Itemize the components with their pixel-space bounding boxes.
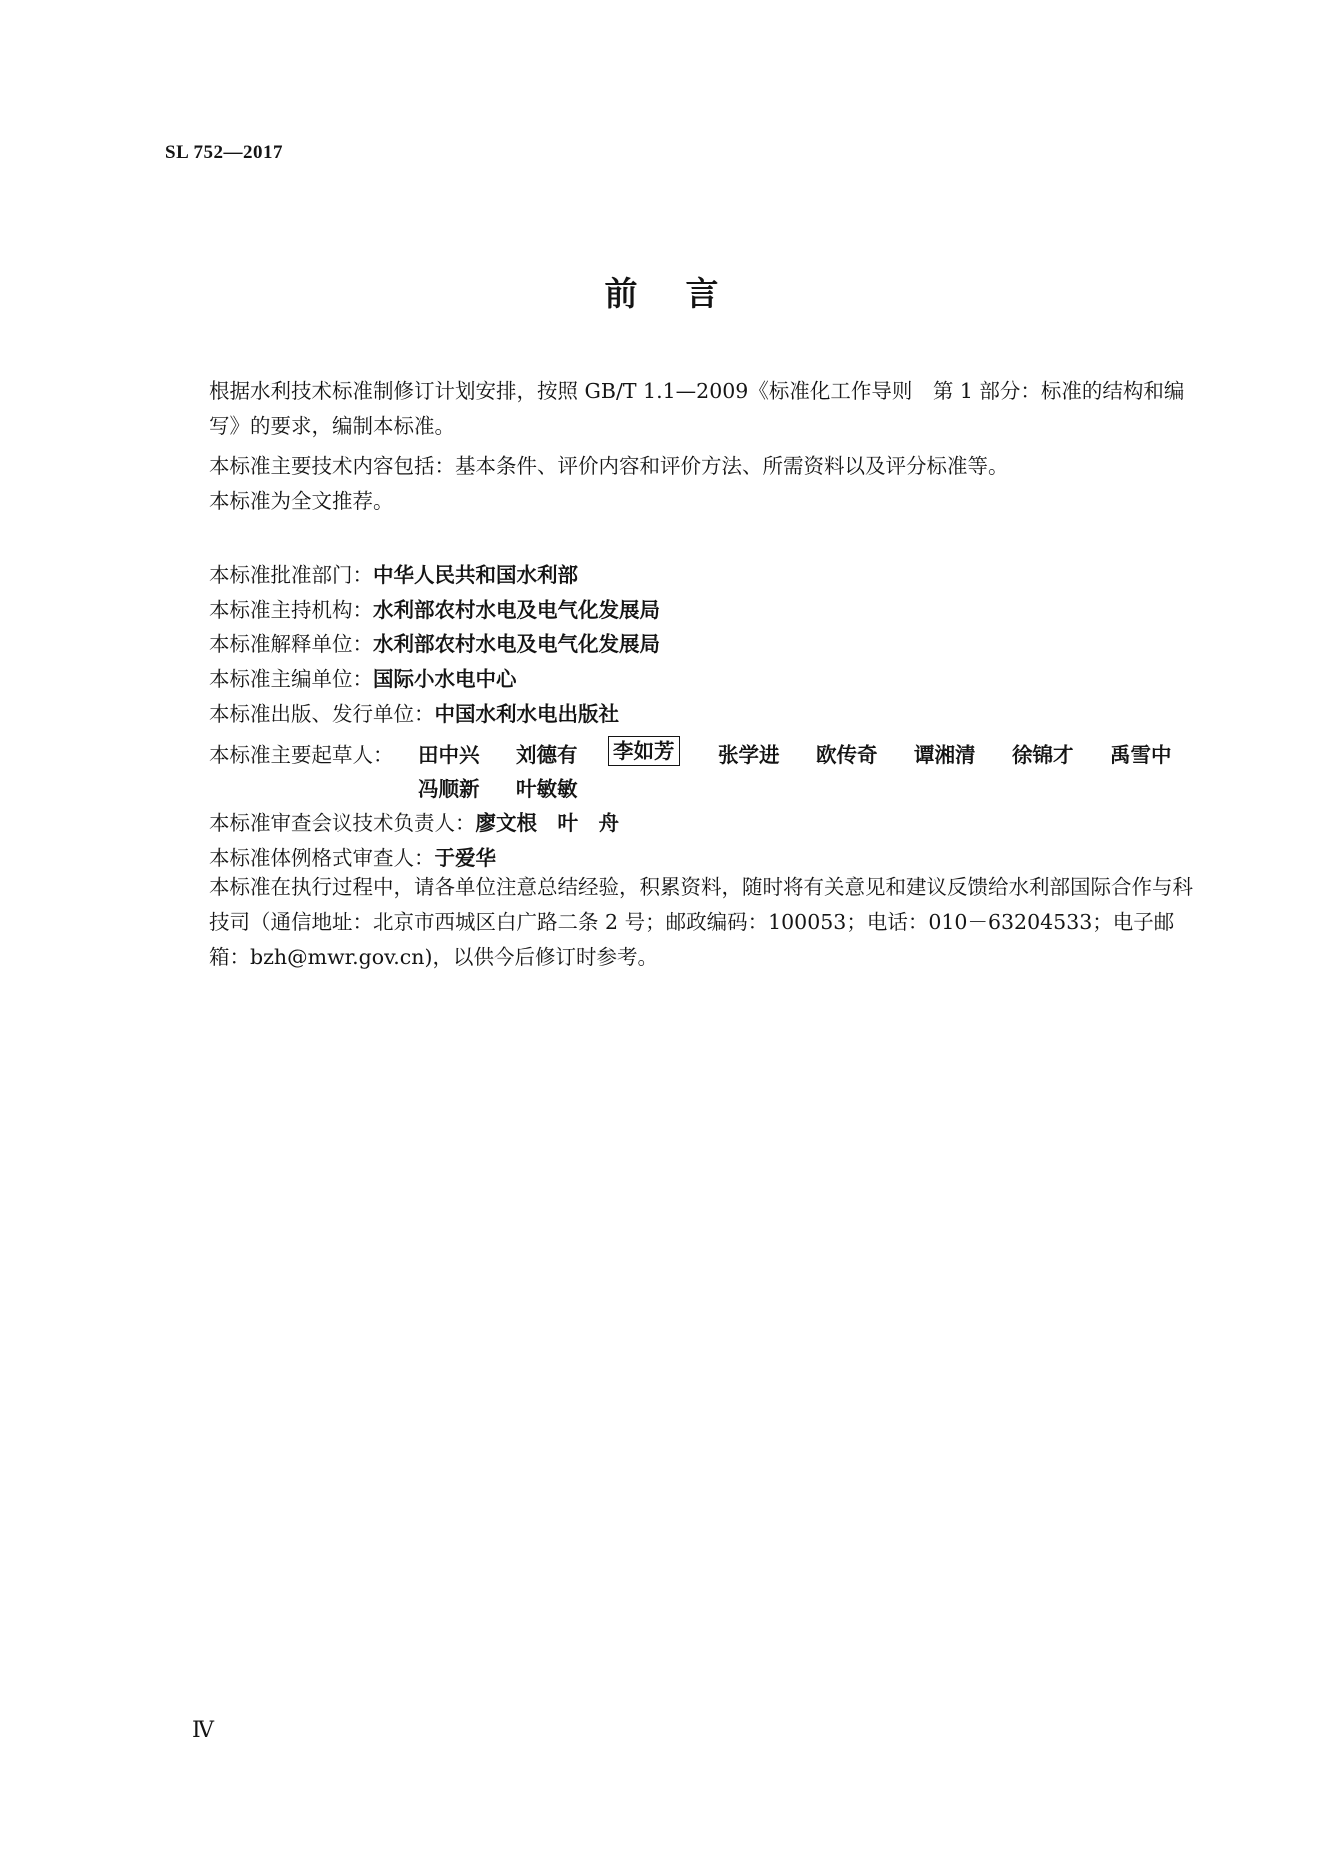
standard-code: SL 752—2017 xyxy=(165,142,283,163)
drafter-name: 欧传奇 xyxy=(816,743,878,767)
format-value: 于爱华 xyxy=(434,846,496,870)
intro-text: 根据水利技术标准制修订计划安排，按照 GB/T 1.1—2009《标准化工作导则 第 1 部分：标准的结构和编写》的要求，编制本标准。 xyxy=(209,379,1185,438)
interpret-value: 水利部农村水电及电气化发展局 xyxy=(373,632,660,656)
publisher-row xyxy=(209,697,619,727)
editor-label: 本标准主编单位： xyxy=(209,667,373,691)
closing-paragraph xyxy=(168,870,1198,975)
review-value: 廖文根 叶 舟 xyxy=(475,811,619,835)
host-label: 本标准主持机构： xyxy=(209,598,373,622)
interpret-row xyxy=(209,627,660,657)
host-row xyxy=(209,593,660,623)
editor-row xyxy=(209,662,517,692)
drafter-name: 徐锦才 xyxy=(1012,743,1074,767)
content-paragraph: 本标准主要技术内容包括：基本条件、评价内容和评价方法、所需资料以及评分标准等。 xyxy=(209,454,1009,478)
publisher-value: 中国水利水电出版社 xyxy=(434,702,619,726)
review-row xyxy=(209,806,619,836)
editor-value: 国际小水电中心 xyxy=(373,667,517,691)
intro-paragraph xyxy=(168,374,1198,444)
closing-text: 本标准在执行过程中，请各单位注意总结经验，积累资料，随时将有关意见和建议反馈给水利部国际合作与科技司（通信地址：北京市西城区白广路二条 2 号；邮政编码：100053；电话：010－63204533；电子邮箱：bzh@mwr.gov.cn)，以供今后修订时参考。 xyxy=(209,875,1193,969)
publisher-label: 本标准出版、发行单位： xyxy=(209,702,435,726)
drafter-name: 冯顺新 xyxy=(418,777,480,801)
recommendation-paragraph: 本标准为全文推荐。 xyxy=(209,489,394,513)
format-label: 本标准体例格式审查人： xyxy=(209,846,435,870)
interpret-label: 本标准解释单位： xyxy=(209,632,373,656)
review-label: 本标准审查会议技术负责人： xyxy=(209,811,476,835)
host-value: 水利部农村水电及电气化发展局 xyxy=(373,598,660,622)
drafter-name-highlighted: 李如芳 xyxy=(608,736,680,766)
page-title: 前言 xyxy=(604,274,767,313)
page-number: Ⅳ xyxy=(192,1718,214,1743)
format-row xyxy=(209,841,496,871)
drafter-name: 谭湘清 xyxy=(914,743,976,767)
drafter-name: 禹雪中 xyxy=(1110,743,1172,767)
drafter-name: 刘德有 xyxy=(516,743,578,767)
drafters-label: 本标准主要起草人： xyxy=(209,743,394,767)
drafter-name: 张学进 xyxy=(718,743,780,767)
approval-value: 中华人民共和国水利部 xyxy=(373,563,578,587)
drafter-name: 叶敏敏 xyxy=(516,777,578,801)
drafter-name: 田中兴 xyxy=(418,743,480,767)
approval-row xyxy=(209,558,578,588)
approval-label: 本标准批准部门： xyxy=(209,563,373,587)
